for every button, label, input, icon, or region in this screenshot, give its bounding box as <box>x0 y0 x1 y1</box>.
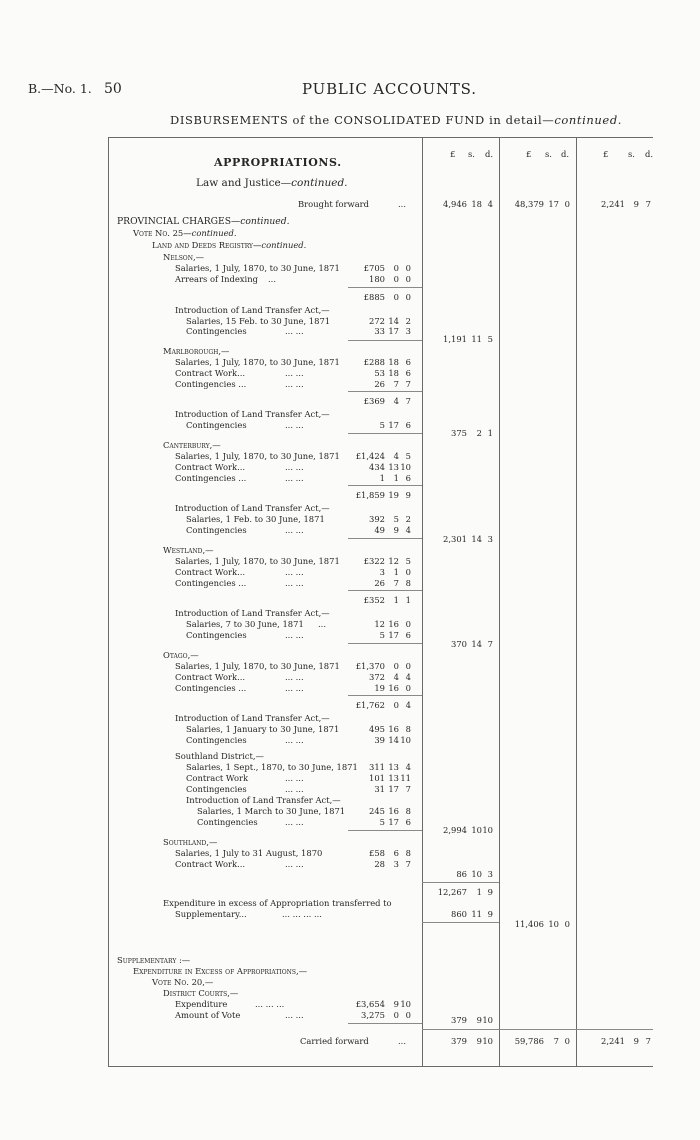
canterbury-contingencies-pence: 6 <box>405 473 411 483</box>
otago-intro-contingencies: Contingencies <box>186 735 247 745</box>
westland-salaries-pounds: £322 <box>363 556 385 566</box>
district-courts-expenditure-dots: ... ... ... <box>255 999 285 1009</box>
marlborough-contract: Contract Work... <box>175 368 246 378</box>
marlborough-salaries-shillings: 18 <box>388 357 399 367</box>
otago-salaries-shillings: 0 <box>393 661 399 671</box>
law-justice-continued: —continued. <box>280 177 348 189</box>
cf-c1-shillings: 9 <box>476 1036 482 1046</box>
column-rule-3 <box>576 137 577 1067</box>
column-rule-1 <box>422 137 423 1067</box>
supplementary-rule <box>348 1023 422 1024</box>
westland-intro-salaries-shillings: 16 <box>388 619 399 629</box>
vote-sum-shillings: 1 <box>476 887 482 897</box>
otago-contingencies: Contingencies ... <box>175 683 247 693</box>
carried-forward-rule <box>422 1029 653 1030</box>
excess-dots: ... ... ... ... <box>282 909 322 919</box>
westland-contract-pence: 0 <box>405 567 411 577</box>
amount-of-vote-dots: ... ... <box>285 1010 304 1020</box>
canterbury-salaries: Salaries, 1 July, 1870, to 30 June, 1871 <box>175 451 340 461</box>
canterbury-contingencies-pounds: 1 <box>379 473 385 483</box>
bf-c1-shillings: 18 <box>471 199 482 209</box>
otago-intro-contingencies-shillings: 14 <box>388 735 399 745</box>
district-expenditure-pence: 10 <box>400 999 411 1009</box>
otago-subtotal-rule <box>348 695 422 696</box>
table-top-rule <box>108 137 653 138</box>
nelson-total-pence: 5 <box>487 334 493 344</box>
nelson-contingencies-pence: 3 <box>405 326 411 336</box>
sd-intro-salaries-pence: 8 <box>405 806 411 816</box>
canterbury-intro-contingencies-pounds: 49 <box>374 525 385 535</box>
table-bottom-rule <box>108 1066 653 1067</box>
marlborough-contingencies-pence: 7 <box>405 379 411 389</box>
col2-pounds-header: £ <box>526 149 532 159</box>
bf-c1-pence: 4 <box>487 199 493 209</box>
canterbury-subtotal-pence: 9 <box>405 490 411 500</box>
canterbury-salaries-pence: 5 <box>405 451 411 461</box>
brought-forward-dots: ... <box>398 199 406 209</box>
canterbury-heading: Canterbury,— <box>163 440 221 450</box>
nelson-contingencies-pounds: 33 <box>374 326 385 336</box>
otago-contract-shillings: 4 <box>393 672 399 682</box>
amount-of-vote-pence: 0 <box>405 1010 411 1020</box>
westland-intro-contingencies-pounds: 5 <box>379 630 385 640</box>
nelson-subtotal-pounds: £885 <box>363 292 385 302</box>
southland-salaries: Salaries, 1 July to 31 August, 1870 <box>175 848 323 858</box>
excess-line-1: Expenditure in excess of Appropriation transferred to <box>163 898 392 908</box>
otago-contract: Contract Work... <box>175 672 246 682</box>
cf-c1-pence: 10 <box>482 1036 493 1046</box>
law-justice-heading <box>196 178 348 189</box>
otago-intro-contingencies-pence: 10 <box>400 735 411 745</box>
col3-pounds-header: £ <box>603 149 609 159</box>
otago-intro-salaries: Salaries, 1 January to 30 June, 1871 <box>186 724 340 734</box>
law-justice-text: Law and Justice <box>196 177 281 189</box>
canterbury-intro-contingencies-shillings: 9 <box>393 525 399 535</box>
westland-intro-salaries-pounds: 12 <box>374 619 385 629</box>
otago-salaries-pence: 0 <box>405 661 411 671</box>
westland-total-shillings: 14 <box>471 639 482 649</box>
canterbury-contract-pounds: 434 <box>369 462 385 472</box>
westland-subtotal-pounds: £352 <box>363 595 385 605</box>
canterbury-salaries-pounds: £1,424 <box>355 451 385 461</box>
otago-contract-dots: ... ... <box>285 672 304 682</box>
marlborough-contingencies-shillings: 7 <box>393 379 399 389</box>
marlborough-salaries-pounds: £288 <box>363 357 385 367</box>
nelson-contingencies-shillings: 17 <box>388 326 399 336</box>
nelson-salaries: Salaries, 1 July, 1870, to 30 June, 1871 <box>175 263 340 273</box>
westland-contingencies-pounds: 26 <box>374 578 385 588</box>
canterbury-intro-salaries-shillings: 5 <box>393 514 399 524</box>
nelson-intro-salaries-pounds: 272 <box>369 316 385 326</box>
otago-contingencies-pence: 0 <box>405 683 411 693</box>
westland-contract-shillings: 1 <box>393 567 399 577</box>
nelson-contingencies-dots: ... ... <box>285 326 304 336</box>
westland-intro-contingencies-pence: 6 <box>405 630 411 640</box>
southland-district-contingencies-dots: ... ... <box>285 784 304 794</box>
westland-heading: Westland,— <box>163 545 214 555</box>
col1-shillings-header: s. <box>468 149 475 159</box>
otago-contract-pence: 4 <box>405 672 411 682</box>
marlborough-intro-contingencies-dots: ... ... <box>285 420 304 430</box>
vote-net-rule <box>422 922 499 923</box>
marlborough-intro-contingencies-shillings: 17 <box>388 420 399 430</box>
marlborough-intro-contingencies-pence: 6 <box>405 420 411 430</box>
otago-intro-contingencies-pounds: 39 <box>374 735 385 745</box>
nelson-arrears-shillings: 0 <box>393 274 399 284</box>
southland-district-intro-salaries: Salaries, 1 March to 30 June, 1871 <box>197 806 346 816</box>
otago-salaries: Salaries, 1 July, 1870, to 30 June, 1871 <box>175 661 340 671</box>
canterbury-contract: Contract Work... <box>175 462 246 472</box>
canterbury-contingencies-dots: ... ... <box>285 473 304 483</box>
westland-total-rule <box>348 643 422 644</box>
sd-salaries-pounds: 311 <box>369 762 385 772</box>
westland-contract: Contract Work... <box>175 567 246 577</box>
otago-intro-contingencies-dots: ... ... <box>285 735 304 745</box>
southland-district-intro-contingencies-dots: ... ... <box>285 817 304 827</box>
supplementary-total-pence: 10 <box>482 1015 493 1025</box>
registry-heading <box>152 241 306 249</box>
southland-district-intro-contingencies: Contingencies <box>197 817 258 827</box>
otago-contingencies-dots: ... ... <box>285 683 304 693</box>
vote-sum-pence: 9 <box>487 887 493 897</box>
otago-total-pounds: 2,994 <box>443 825 467 835</box>
otago-intro-salaries-pounds: 495 <box>369 724 385 734</box>
amount-of-vote-shillings: 0 <box>393 1010 399 1020</box>
nelson-intro-salaries: Salaries, 15 Feb. to 30 June, 1871 <box>186 316 331 326</box>
southland-heading: Southland,— <box>163 837 218 847</box>
page-subtitle <box>170 115 622 127</box>
otago-total-rule <box>348 830 422 831</box>
marlborough-contract-dots: ... ... <box>285 368 304 378</box>
southland-contract: Contract Work... <box>175 859 246 869</box>
district-expenditure-pounds: £3,654 <box>355 999 385 1009</box>
col3-pence-header: d. <box>645 149 654 159</box>
cf-c2-shillings: 7 <box>553 1036 559 1046</box>
southland-salaries-pence: 8 <box>405 848 411 858</box>
westland-contingencies-shillings: 7 <box>393 578 399 588</box>
nelson-subtotal-shillings: 0 <box>393 292 399 302</box>
southland-district-contingencies: Contingencies <box>186 784 247 794</box>
vote-25-text: Vote No. 25 <box>133 228 184 238</box>
marlborough-total-pence: 1 <box>487 428 493 438</box>
marlborough-contingencies: Contingencies ... <box>175 379 247 389</box>
westland-total-pence: 7 <box>487 639 493 649</box>
bf-c2-pence: 0 <box>564 199 570 209</box>
nelson-arrears-pounds: 180 <box>369 274 385 284</box>
col2-shillings-header: s. <box>545 149 552 159</box>
vote-25-heading <box>133 229 237 237</box>
nelson-total-pounds: 1,191 <box>443 334 467 344</box>
canterbury-contingencies-shillings: 1 <box>393 473 399 483</box>
westland-salaries-shillings: 12 <box>388 556 399 566</box>
provincial-continued: —continued. <box>231 216 290 227</box>
nelson-contingencies: Contingencies <box>186 326 247 336</box>
canterbury-total-pounds: 2,301 <box>443 534 467 544</box>
otago-heading: Otago,— <box>163 650 199 660</box>
southland-district-contract: Contract Work <box>186 773 249 783</box>
canterbury-contract-dots: ... ... <box>285 462 304 472</box>
otago-subtotal-pounds: £1,762 <box>355 700 385 710</box>
otago-intro: Introduction of Land Transfer Act,— <box>175 713 330 723</box>
southland-contract-pounds: 28 <box>374 859 385 869</box>
marlborough-intro-contingencies-pounds: 5 <box>379 420 385 430</box>
westland-contingencies-dots: ... ... <box>285 578 304 588</box>
col3-shillings-header: s. <box>628 149 635 159</box>
canterbury-intro-contingencies-pence: 4 <box>405 525 411 535</box>
westland-subtotal-pence: 1 <box>405 595 411 605</box>
marlborough-subtotal-pence: 7 <box>405 396 411 406</box>
westland-contingencies: Contingencies ... <box>175 578 247 588</box>
sd-intro-contingencies-pence: 6 <box>405 817 411 827</box>
excess-shillings: 11 <box>471 909 482 919</box>
page-number: 50 <box>104 81 122 97</box>
provincial-title: PROVINCIAL CHARGES <box>117 216 232 227</box>
district-courts-heading: District Courts,— <box>163 988 239 998</box>
marlborough-total-shillings: 2 <box>476 428 482 438</box>
otago-total-pence: 10 <box>482 825 493 835</box>
sd-intro-contingencies-shillings: 17 <box>388 817 399 827</box>
canterbury-intro-salaries-pounds: 392 <box>369 514 385 524</box>
supplementary-total-shillings: 9 <box>476 1015 482 1025</box>
supplementary-heading: Supplementary :— <box>117 955 191 965</box>
westland-salaries-pence: 5 <box>405 556 411 566</box>
excess-appropriations-heading: Expenditure in Excess of Appropriations,— <box>133 966 308 976</box>
nelson-intro-salaries-pence: 2 <box>405 316 411 326</box>
southland-district-salaries: Salaries, 1 Sept., 1870, to 30 June, 1871 <box>186 762 358 772</box>
westland-salaries: Salaries, 1 July, 1870, to 30 June, 1871 <box>175 556 340 566</box>
table-left-rule <box>108 137 109 1067</box>
canterbury-intro-salaries-pence: 2 <box>405 514 411 524</box>
amount-of-vote: Amount of Vote <box>175 1010 241 1020</box>
westland-total-pounds: 370 <box>451 639 467 649</box>
district-expenditure-shillings: 9 <box>393 999 399 1009</box>
marlborough-subtotal-shillings: 4 <box>393 396 399 406</box>
document-reference: B.—No. 1. <box>28 81 92 96</box>
bf-c2-pounds: 48,379 <box>514 199 544 209</box>
otago-total-shillings: 10 <box>471 825 482 835</box>
sd-intro-salaries-shillings: 16 <box>388 806 399 816</box>
southland-contract-shillings: 3 <box>393 859 399 869</box>
sd-contingencies-shillings: 17 <box>388 784 399 794</box>
cf-c3-shillings: 9 <box>633 1036 639 1046</box>
westland-intro-salaries-dots: ... <box>318 619 326 629</box>
cf-c3-pounds: 2,241 <box>601 1036 625 1046</box>
marlborough-contingencies-dots: ... ... <box>285 379 304 389</box>
sd-intro-contingencies-pounds: 5 <box>379 817 385 827</box>
westland-intro-contingencies-shillings: 17 <box>388 630 399 640</box>
otago-contract-pounds: 372 <box>369 672 385 682</box>
bf-c3-shillings: 9 <box>633 199 639 209</box>
southland-total-pounds: 86 <box>456 869 467 879</box>
bf-c3-pence: 7 <box>645 199 651 209</box>
bf-c1-pounds: 4,946 <box>443 199 467 209</box>
carried-forward-dots: ... <box>398 1036 406 1046</box>
bf-c3-pounds: 2,241 <box>601 199 625 209</box>
brought-forward-label: Brought forward <box>298 199 370 209</box>
supplementary-total-pounds: 379 <box>451 1015 467 1025</box>
canterbury-subtotal-shillings: 19 <box>388 490 399 500</box>
marlborough-total-rule <box>348 433 422 434</box>
nelson-salaries-pounds: £705 <box>363 263 385 273</box>
excess-pounds: 860 <box>451 909 467 919</box>
otago-intro-salaries-pence: 8 <box>405 724 411 734</box>
bf-c2-shillings: 17 <box>548 199 559 209</box>
sd-contract-shillings: 13 <box>388 773 399 783</box>
marlborough-contract-pence: 6 <box>405 368 411 378</box>
westland-intro-contingencies: Contingencies <box>186 630 247 640</box>
southland-total-shillings: 10 <box>471 869 482 879</box>
nelson-salaries-pence: 0 <box>405 263 411 273</box>
canterbury-subtotal-pounds: £1,859 <box>355 490 385 500</box>
nelson-intro: Introduction of Land Transfer Act,— <box>175 305 330 315</box>
canterbury-intro-salaries: Salaries, 1 Feb. to 30 June, 1871 <box>186 514 325 524</box>
sd-intro-salaries-pounds: 245 <box>369 806 385 816</box>
southland-district-intro: Introduction of Land Transfer Act,— <box>186 795 341 805</box>
vote-sum-rule <box>422 882 499 883</box>
excess-line-2: Supplementary... <box>175 909 247 919</box>
column-rule-2 <box>499 137 500 1067</box>
otago-subtotal-shillings: 0 <box>393 700 399 710</box>
canterbury-intro-contingencies-dots: ... ... <box>285 525 304 535</box>
sd-contingencies-pence: 7 <box>405 784 411 794</box>
nelson-arrears-dots: ... <box>268 274 276 284</box>
marlborough-salaries: Salaries, 1 July, 1870, to 30 June, 1871 <box>175 357 340 367</box>
appropriations-heading: APPROPRIATIONS. <box>214 156 342 169</box>
cf-c1-pounds: 379 <box>451 1036 467 1046</box>
southland-salaries-pounds: £58 <box>369 848 385 858</box>
nelson-total-shillings: 11 <box>471 334 482 344</box>
marlborough-subtotal-pounds: £369 <box>363 396 385 406</box>
otago-contingencies-shillings: 16 <box>388 683 399 693</box>
marlborough-salaries-pence: 6 <box>405 357 411 367</box>
westland-intro-salaries-pence: 0 <box>405 619 411 629</box>
sd-contract-pence: 11 <box>400 773 411 783</box>
southland-salaries-shillings: 6 <box>393 848 399 858</box>
district-courts-expenditure: Expenditure <box>175 999 228 1009</box>
marlborough-contract-shillings: 18 <box>388 368 399 378</box>
nelson-heading: Nelson,— <box>163 252 205 262</box>
southland-district-heading: Southland District,— <box>175 751 264 761</box>
marlborough-heading: Marlborough,— <box>163 346 230 356</box>
registry-continued: —continued. <box>253 240 307 250</box>
col2-pence-header: d. <box>561 149 570 159</box>
westland-intro-contingencies-dots: ... ... <box>285 630 304 640</box>
cf-c2-pounds: 59,786 <box>514 1036 544 1046</box>
canterbury-intro: Introduction of Land Transfer Act,— <box>175 503 330 513</box>
registry-text: Land and Deeds Registry <box>152 240 253 250</box>
canterbury-intro-contingencies: Contingencies <box>186 525 247 535</box>
vote-net-shillings: 10 <box>548 919 559 929</box>
canterbury-contingencies: Contingencies ... <box>175 473 247 483</box>
nelson-intro-salaries-shillings: 14 <box>388 316 399 326</box>
otago-subtotal-pence: 4 <box>405 700 411 710</box>
marlborough-contract-pounds: 53 <box>374 368 385 378</box>
canterbury-contract-pence: 10 <box>400 462 411 472</box>
southland-district-contract-dots: ... ... <box>285 773 304 783</box>
sd-salaries-shillings: 13 <box>388 762 399 772</box>
sd-contract-pounds: 101 <box>369 773 385 783</box>
westland-subtotal-rule <box>348 590 422 591</box>
nelson-arrears-pence: 0 <box>405 274 411 284</box>
westland-contract-pounds: 3 <box>379 567 385 577</box>
canterbury-contract-shillings: 13 <box>388 462 399 472</box>
col1-pounds-header: £ <box>450 149 456 159</box>
nelson-arrears: Arrears of Indexing <box>175 274 258 284</box>
vote-25-continued: —continued. <box>183 228 237 238</box>
canterbury-subtotal-rule <box>348 485 422 486</box>
sd-contingencies-pounds: 31 <box>374 784 385 794</box>
westland-contract-dots: ... ... <box>285 567 304 577</box>
excess-pence: 9 <box>487 909 493 919</box>
southland-contract-dots: ... ... <box>285 859 304 869</box>
vote-net-pounds: 11,406 <box>514 919 544 929</box>
westland-subtotal-shillings: 1 <box>393 595 399 605</box>
marlborough-subtotal-rule <box>348 391 422 392</box>
cf-c2-pence: 0 <box>564 1036 570 1046</box>
subtitle-continued: continued. <box>554 113 623 127</box>
vote-sum-pounds: 12,267 <box>437 887 467 897</box>
canterbury-total-pence: 3 <box>487 534 493 544</box>
marlborough-total-pounds: 375 <box>451 428 467 438</box>
marlborough-intro: Introduction of Land Transfer Act,— <box>175 409 330 419</box>
otago-salaries-pounds: £1,370 <box>355 661 385 671</box>
marlborough-contingencies-pounds: 26 <box>374 379 385 389</box>
nelson-subtotal-rule <box>348 287 422 288</box>
marlborough-intro-contingencies: Contingencies <box>186 420 247 430</box>
nelson-total-rule <box>348 340 422 341</box>
canterbury-total-rule <box>348 538 422 539</box>
subtitle-text: DISBURSEMENTS of the CONSOLIDATED FUND in detail— <box>170 113 555 127</box>
otago-intro-salaries-shillings: 16 <box>388 724 399 734</box>
southland-contract-pence: 7 <box>405 859 411 869</box>
col1-pence-header: d. <box>485 149 494 159</box>
carried-forward-label: Carried forward <box>300 1036 369 1046</box>
vote-net-pence: 0 <box>564 919 570 929</box>
westland-contingencies-pence: 8 <box>405 578 411 588</box>
westland-intro: Introduction of Land Transfer Act,— <box>175 608 330 618</box>
southland-total-pence: 3 <box>487 869 493 879</box>
sd-salaries-pence: 4 <box>405 762 411 772</box>
westland-intro-salaries: Salaries, 7 to 30 June, 1871 <box>186 619 304 629</box>
page-title: PUBLIC ACCOUNTS. <box>302 80 477 98</box>
amount-of-vote-pounds: 3,275 <box>361 1010 385 1020</box>
provincial-charges-heading <box>117 217 290 226</box>
canterbury-total-shillings: 14 <box>471 534 482 544</box>
otago-contingencies-pounds: 19 <box>374 683 385 693</box>
cf-c3-pence: 7 <box>645 1036 651 1046</box>
canterbury-salaries-shillings: 4 <box>393 451 399 461</box>
nelson-subtotal-pence: 0 <box>405 292 411 302</box>
vote-20-heading: Vote No. 20,— <box>152 977 214 987</box>
nelson-salaries-shillings: 0 <box>393 263 399 273</box>
